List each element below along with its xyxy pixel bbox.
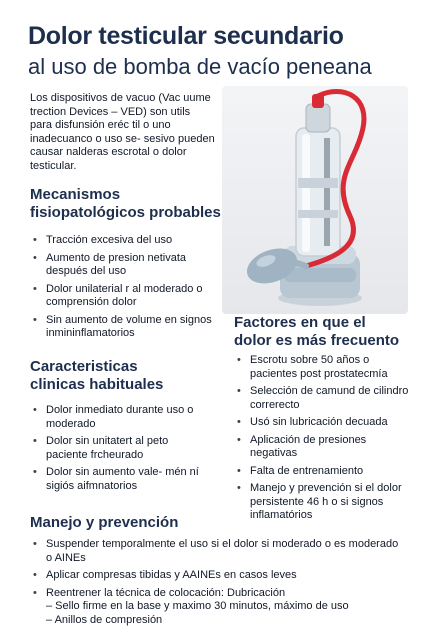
factores-list	[234, 354, 410, 527]
list-item: • Dolor sin unitatert al peto paciente frcheurado	[30, 435, 206, 462]
list-item: • Dolor unilaterial r al moderado o comprensión dolor	[30, 283, 220, 310]
list-item: • Usó sin lubricación decuada	[234, 416, 410, 430]
list-item-text: Reentrener la técnica de colocación: Dubricación	[46, 586, 286, 599]
page-title: Dolor testicular secundario	[28, 22, 344, 50]
list-item	[30, 587, 405, 628]
list-item: • Aplicar compresas tibidas y AAINEs en casos leves	[30, 569, 405, 583]
list-item: • Dolor sin aumento vale- mén ní sigiós aifmnatorios	[30, 466, 206, 493]
list-item: • Sin aumento de volume en signos inmininflamatorios	[30, 314, 220, 341]
factores-heading-line2: dolor es más frecuento	[234, 332, 400, 349]
list-item: • Suspender temporalmente el uso si el dolor si moderado o es moderado o AINEs	[30, 538, 405, 565]
list-item: • Manejo y prevención si el dolor persistente 46 h o si signos inflamatórios	[234, 482, 410, 523]
caracteristicas-heading	[30, 358, 220, 394]
factores-heading-line1: Factores en que el	[234, 314, 366, 331]
caracteristicas-heading-line1: Caracteristicas	[30, 358, 138, 375]
list-item: • Dolor inmediato durante uso o moderado	[30, 404, 206, 431]
mecanismos-heading	[30, 186, 230, 222]
list-item: • Escrotu sobre 50 años o pacientes post prostatecmía	[234, 354, 410, 381]
intro-paragraph: Los dispositivos de vacuo (Vac uume trection Devices – VED) son utils para disfunsión eréc til o uno inadecuanco o uso se- sesivo pueden causar nalderas escrotal o dolor testicular.	[30, 92, 215, 172]
page-subtitle: al uso de bomba de vacío peneana	[28, 54, 372, 79]
mecanismos-heading-line2: fisiopatológicos probables	[30, 204, 221, 221]
list-item: • Selección de camund de cilindro correrecto	[234, 385, 410, 412]
mecanismos-list	[30, 234, 220, 345]
caracteristicas-list	[30, 404, 206, 497]
vacuum-pump-icon	[222, 86, 408, 314]
list-item: • Falta de entrenamiento	[234, 465, 410, 479]
mecanismos-heading-line1: Mecanismos	[30, 186, 121, 203]
caracteristicas-heading-line2: clinicas habituales	[30, 376, 164, 393]
manejo-heading: Manejo y prevención	[30, 514, 179, 531]
list-item: • Tracción excesiva del uso	[30, 234, 220, 248]
list-subitem: – Sello firme en la base y maximo 30 minutos, máximo de uso	[46, 600, 349, 612]
factores-heading	[234, 314, 414, 350]
vacuum-pump-illustration	[222, 86, 408, 314]
list-subitem: – Anillos de compresión	[46, 613, 163, 626]
list-item: • Aumento de presion netivata después del uso	[30, 252, 220, 279]
list-item: • Aplicación de presiones negativas	[234, 434, 410, 461]
manejo-list	[30, 538, 405, 631]
